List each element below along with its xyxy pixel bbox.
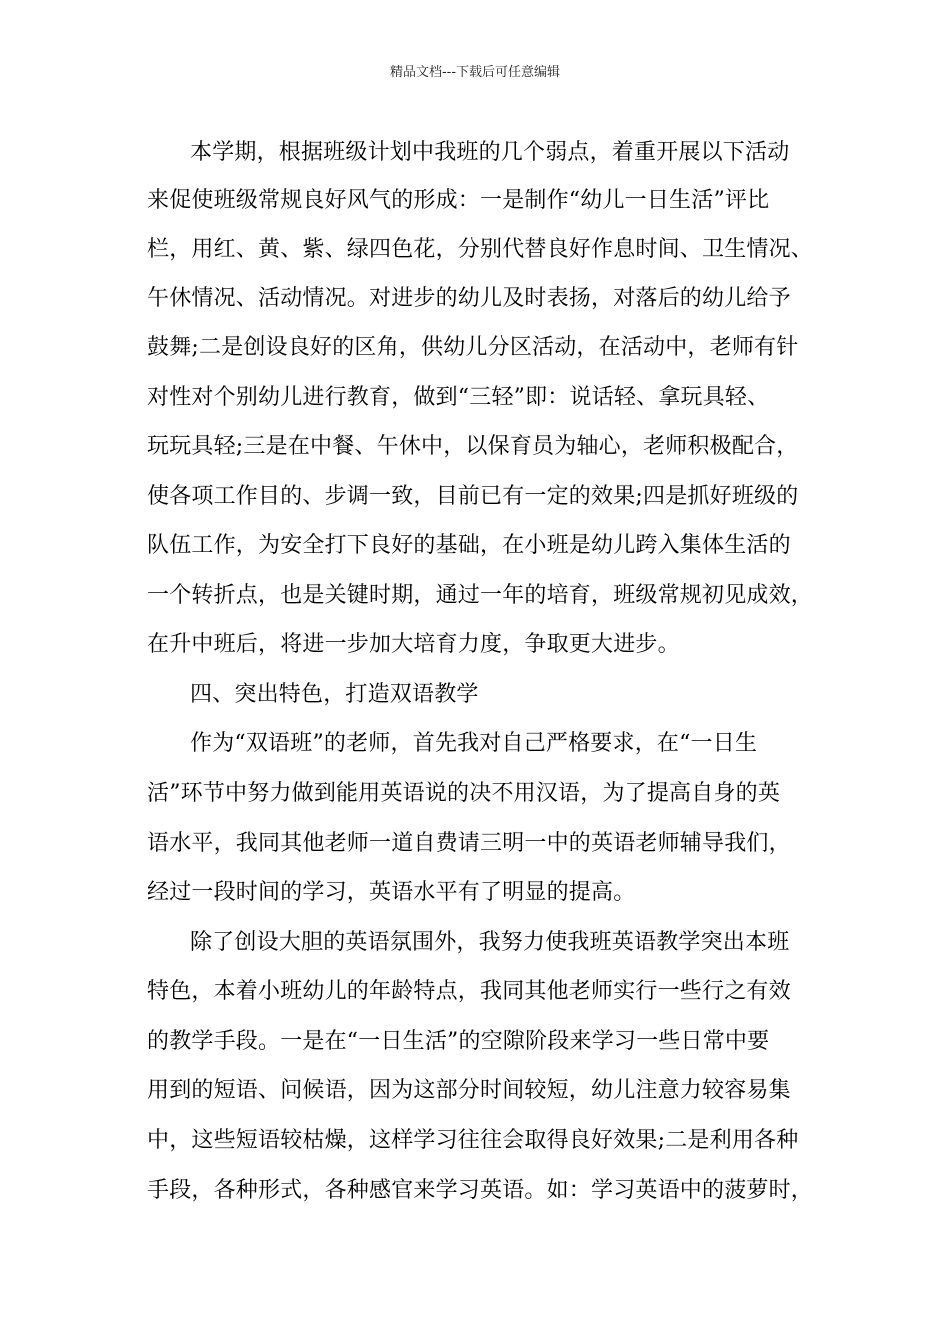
section-heading: 四、突出特色，打造双语教学	[190, 682, 479, 707]
text-line: 队伍工作，为安全打下良好的基础，在小班是幼儿跨入集体生活的	[147, 533, 791, 558]
text-line: 活”环节中努力做到能用英语说的决不用汉语，为了提高自身的英	[147, 781, 781, 806]
text-line: 鼓舞;二是创设良好的区角，供幼儿分区活动，在活动中，老师有针	[147, 335, 799, 360]
text-line: 用到的短语、问候语，因为这部分时间较短，幼儿注意力较容易集	[147, 1078, 791, 1103]
text-line: 使各项工作目的、步调一致，目前已有一定的效果;四是抓好班级的	[147, 484, 799, 509]
text-line: 的教学手段。一是在“一日生活”的空隙阶段来学习一些日常中要	[147, 1029, 770, 1054]
text-line: 作为“双语班”的老师，首先我对自己严格要求，在“一日生	[190, 731, 758, 756]
text-line: 语水平，我同其他老师一道自费请三明一中的英语老师辅导我们，	[147, 831, 791, 856]
text-line: 经过一段时间的学习，英语水平有了明显的提高。	[147, 880, 636, 905]
text-line: 除了创设大胆的英语氛围外，我努力使我班英语教学突出本班	[190, 930, 790, 955]
text-line: 手段，各种形式，各种感官来学习英语。如：学习英语中的菠萝时，	[147, 1178, 814, 1203]
text-line: 中，这些短语较枯燥，这样学习往往会取得良好效果;二是利用各种	[147, 1128, 799, 1153]
text-line: 对性对个别幼儿进行教育，做到“三轻”即：说话轻、拿玩具轻、	[147, 385, 770, 410]
text-line: 在升中班后，将进一步加大培育力度，争取更大进步。	[147, 632, 680, 657]
text-line: 栏，用红、黄、紫、绿四色花，分别代替良好作息时间、卫生情况、	[147, 237, 814, 262]
text-line: 特色，本着小班幼儿的年龄特点，我同其他老师实行一些行之有效	[147, 979, 791, 1004]
text-line: 一个转折点，也是关键时期，通过一年的培育，班级常规初见成效，	[147, 583, 814, 608]
text-line: 午休情况、活动情况。对进步的幼儿及时表扬，对落后的幼儿给予	[147, 286, 791, 311]
text-line: 来促使班级常规良好风气的形成：一是制作“幼儿一日生活”评比	[147, 188, 770, 213]
text-line: 玩玩具轻;三是在中餐、午休中，以保育员为轴心，老师积极配合，	[147, 434, 799, 459]
text-line: 本学期，根据班级计划中我班的几个弱点，着重开展以下活动	[190, 140, 790, 165]
page-header: 精品文档---下载后可任意编辑	[389, 65, 561, 80]
